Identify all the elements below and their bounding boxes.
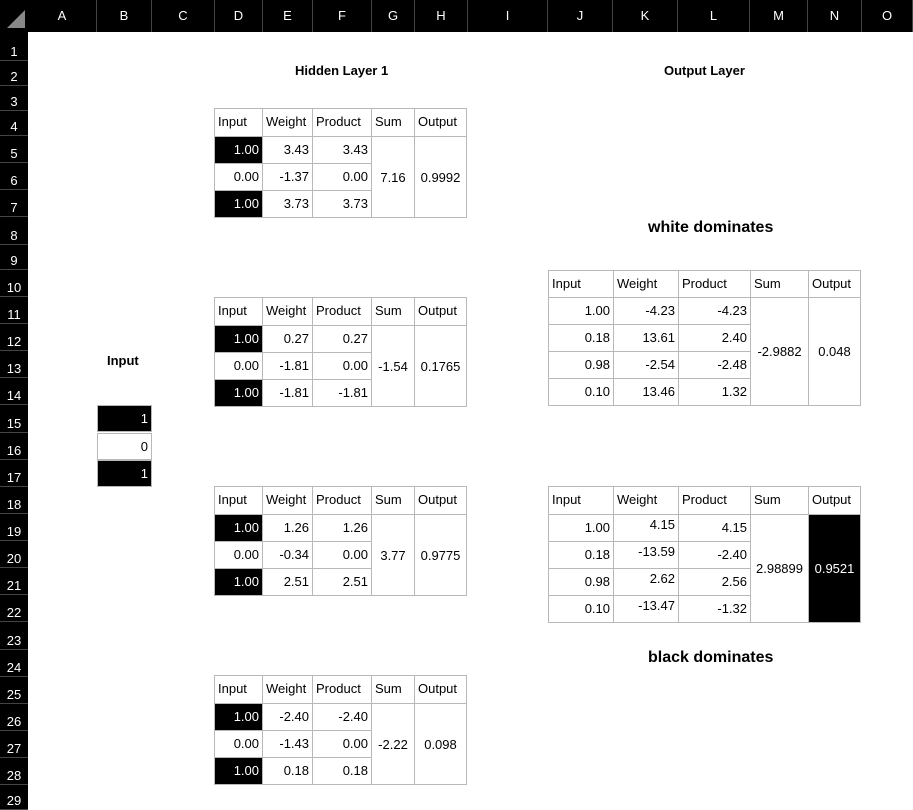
cell-product[interactable]: 0.00	[312, 730, 372, 758]
column-header-i[interactable]: I	[468, 0, 548, 32]
cell-product[interactable]: -2.48	[678, 351, 751, 379]
cell-weight[interactable]: 0.18	[262, 757, 313, 785]
cell-product[interactable]: 3.43	[312, 136, 372, 164]
header-input[interactable]: Input	[548, 270, 614, 298]
header-input[interactable]: Input	[214, 675, 263, 704]
column-header-j[interactable]: J	[548, 0, 613, 32]
header-product[interactable]: Product	[312, 486, 372, 515]
cell-weight[interactable]: 3.43	[262, 136, 313, 164]
header-input[interactable]: Input	[214, 108, 263, 137]
header-weight[interactable]: Weight	[613, 486, 679, 515]
cell-input[interactable]: 0.98	[548, 351, 614, 379]
cell-product[interactable]: 2.51	[312, 568, 372, 596]
cell-product[interactable]: 0.27	[312, 325, 372, 353]
input-cell[interactable]: 0	[97, 433, 152, 460]
output-cell[interactable]: 0.9775	[414, 514, 467, 596]
row-header-17[interactable]: 17	[0, 460, 28, 487]
cell-product[interactable]: 0.00	[312, 541, 372, 569]
header-product[interactable]: Product	[312, 297, 372, 326]
header-product[interactable]: Product	[312, 675, 372, 704]
cell-input[interactable]: 0.10	[548, 378, 614, 406]
cell-weight[interactable]: 2.62	[613, 568, 679, 596]
select-all-corner[interactable]	[0, 0, 28, 32]
cell-weight[interactable]: -2.40	[262, 703, 313, 731]
row-header-12[interactable]: 12	[0, 324, 28, 351]
input-cell[interactable]: 1	[97, 460, 152, 487]
cell-weight[interactable]: -1.37	[262, 163, 313, 191]
cell-weight[interactable]: -1.81	[262, 379, 313, 407]
cell-product[interactable]: 1.32	[678, 378, 751, 406]
cell-weight[interactable]: 2.51	[262, 568, 313, 596]
output-cell[interactable]: 0.048	[808, 297, 861, 406]
row-header-28[interactable]: 28	[0, 758, 28, 785]
row-header-14[interactable]: 14	[0, 378, 28, 405]
row-header-11[interactable]: 11	[0, 297, 28, 324]
row-header-8[interactable]: 8	[0, 217, 28, 245]
header-weight[interactable]: Weight	[262, 675, 313, 704]
output-layer-title: Output Layer	[664, 63, 745, 78]
white-dominates-label: white dominates	[648, 219, 774, 236]
header-sum[interactable]: Sum	[750, 486, 809, 515]
row-header-21[interactable]: 21	[0, 568, 28, 595]
column-header-d[interactable]: D	[215, 0, 263, 32]
cell-weight[interactable]: -13.59	[613, 541, 679, 569]
cell-input[interactable]: 0.18	[548, 324, 614, 352]
row-header-19[interactable]: 19	[0, 514, 28, 541]
row-header-3[interactable]: 3	[0, 86, 28, 111]
column-header-e[interactable]: E	[263, 0, 313, 32]
row-header-15[interactable]: 15	[0, 405, 28, 433]
column-header-b[interactable]: B	[97, 0, 152, 32]
header-sum[interactable]: Sum	[371, 486, 415, 515]
header-input[interactable]: Input	[214, 297, 263, 326]
header-weight[interactable]: Weight	[262, 108, 313, 137]
row-header-24[interactable]: 24	[0, 650, 28, 677]
cell-product[interactable]: 0.18	[312, 757, 372, 785]
column-header-c[interactable]: C	[152, 0, 215, 32]
cell-input[interactable]: 0.00	[214, 163, 263, 191]
cell-product[interactable]: 2.40	[678, 324, 751, 352]
row-header-5[interactable]: 5	[0, 136, 28, 163]
sum-cell[interactable]: -2.9882	[750, 297, 809, 406]
row-header-13[interactable]: 13	[0, 351, 28, 378]
row-header-9[interactable]: 9	[0, 245, 28, 270]
cell-product[interactable]: 3.73	[312, 190, 372, 218]
row-header-20[interactable]: 20	[0, 541, 28, 568]
cell-weight[interactable]: -1.81	[262, 352, 313, 380]
header-product[interactable]: Product	[678, 486, 751, 515]
column-header-h[interactable]: H	[415, 0, 468, 32]
header-sum[interactable]: Sum	[371, 108, 415, 137]
column-header-m[interactable]: M	[750, 0, 808, 32]
column-header-a[interactable]: A	[28, 0, 97, 32]
row-header-26[interactable]: 26	[0, 704, 28, 731]
header-input[interactable]: Input	[548, 486, 614, 515]
header-output[interactable]: Output	[414, 486, 467, 515]
row-header-18[interactable]: 18	[0, 487, 28, 514]
header-output[interactable]: Output	[414, 297, 467, 326]
cell-input[interactable]: 1.00	[214, 190, 263, 218]
header-sum[interactable]: Sum	[750, 270, 809, 298]
column-header-g[interactable]: G	[372, 0, 415, 32]
cell-product[interactable]: -4.23	[678, 297, 751, 325]
cell-weight[interactable]: -4.23	[613, 297, 679, 325]
cell-input[interactable]: 0.10	[548, 595, 614, 623]
row-header-10[interactable]: 10	[0, 270, 28, 297]
header-weight[interactable]: Weight	[613, 270, 679, 298]
header-product[interactable]: Product	[678, 270, 751, 298]
cell-input[interactable]: 0.98	[548, 568, 614, 596]
row-header-4[interactable]: 4	[0, 111, 28, 136]
row-header-7[interactable]: 7	[0, 190, 28, 217]
column-header-k[interactable]: K	[613, 0, 678, 32]
cell-input[interactable]: 1.00	[214, 379, 263, 407]
cell-weight[interactable]: 0.27	[262, 325, 313, 353]
row-header-25[interactable]: 25	[0, 677, 28, 704]
cell-weight[interactable]: 1.26	[262, 514, 313, 542]
header-weight[interactable]: Weight	[262, 297, 313, 326]
cell-weight[interactable]: 4.15	[613, 514, 679, 542]
column-header-f[interactable]: F	[313, 0, 372, 32]
sum-cell[interactable]: -1.54	[371, 325, 415, 407]
cell-product[interactable]: 4.15	[678, 514, 751, 542]
cell-input[interactable]: 0.00	[214, 352, 263, 380]
cell-input[interactable]: 1.00	[548, 514, 614, 542]
row-header-27[interactable]: 27	[0, 731, 28, 758]
row-header-29[interactable]: 29	[0, 785, 28, 810]
input-title: Input	[107, 353, 139, 368]
cell-input[interactable]: 1.00	[214, 568, 263, 596]
cell-input[interactable]: 0.00	[214, 541, 263, 569]
column-header-l[interactable]: L	[678, 0, 750, 32]
cell-product[interactable]: 0.00	[312, 352, 372, 380]
cell-input[interactable]: 1.00	[214, 514, 263, 542]
black-dominates-label: black dominates	[648, 649, 774, 666]
column-header-n[interactable]: N	[808, 0, 862, 32]
header-output[interactable]: Output	[808, 486, 861, 515]
row-header-22[interactable]: 22	[0, 595, 28, 622]
cell-product[interactable]: 2.56	[678, 568, 751, 596]
output-cell[interactable]: 0.098	[414, 703, 467, 785]
sum-cell[interactable]: -2.22	[371, 703, 415, 785]
cell-product[interactable]: -2.40	[678, 541, 751, 569]
cell-input[interactable]: 0.18	[548, 541, 614, 569]
header-output[interactable]: Output	[808, 270, 861, 298]
cell-product[interactable]: -1.32	[678, 595, 751, 623]
cell-weight[interactable]: 13.61	[613, 324, 679, 352]
header-product[interactable]: Product	[312, 108, 372, 137]
cell-product[interactable]: -2.40	[312, 703, 372, 731]
sum-cell[interactable]: 7.16	[371, 136, 415, 218]
sum-cell[interactable]: 3.77	[371, 514, 415, 596]
row-header-1[interactable]: 1	[0, 32, 28, 61]
cell-weight[interactable]: 3.73	[262, 190, 313, 218]
output-cell[interactable]: 0.1765	[414, 325, 467, 407]
cell-input[interactable]: 1.00	[548, 297, 614, 325]
cell-input[interactable]: 1.00	[214, 136, 263, 164]
cell-product[interactable]: 1.26	[312, 514, 372, 542]
cell-input[interactable]: 1.00	[214, 757, 263, 785]
cell-weight[interactable]: -2.54	[613, 351, 679, 379]
cell-weight[interactable]: -1.43	[262, 730, 313, 758]
cell-input[interactable]: 0.00	[214, 730, 263, 758]
header-output[interactable]: Output	[414, 675, 467, 704]
cell-product[interactable]: -1.81	[312, 379, 372, 407]
header-sum[interactable]: Sum	[371, 675, 415, 704]
cell-input[interactable]: 1.00	[214, 703, 263, 731]
column-header-o[interactable]: O	[862, 0, 913, 32]
row-header-6[interactable]: 6	[0, 163, 28, 190]
header-input[interactable]: Input	[214, 486, 263, 515]
output-cell[interactable]: 0.9521	[808, 514, 861, 623]
sum-cell[interactable]: 2.98899	[750, 514, 809, 623]
cell-weight[interactable]: -13.47	[613, 595, 679, 623]
header-sum[interactable]: Sum	[371, 297, 415, 326]
row-header-2[interactable]: 2	[0, 61, 28, 86]
input-cell[interactable]: 1	[97, 405, 152, 432]
header-weight[interactable]: Weight	[262, 486, 313, 515]
cell-weight[interactable]: 13.46	[613, 378, 679, 406]
row-header-23[interactable]: 23	[0, 622, 28, 650]
cell-product[interactable]: 0.00	[312, 163, 372, 191]
cell-input[interactable]: 1.00	[214, 325, 263, 353]
cell-weight[interactable]: -0.34	[262, 541, 313, 569]
row-header-16[interactable]: 16	[0, 433, 28, 460]
header-output[interactable]: Output	[414, 108, 467, 137]
output-cell[interactable]: 0.9992	[414, 136, 467, 218]
hidden-layer-title: Hidden Layer 1	[295, 63, 389, 78]
